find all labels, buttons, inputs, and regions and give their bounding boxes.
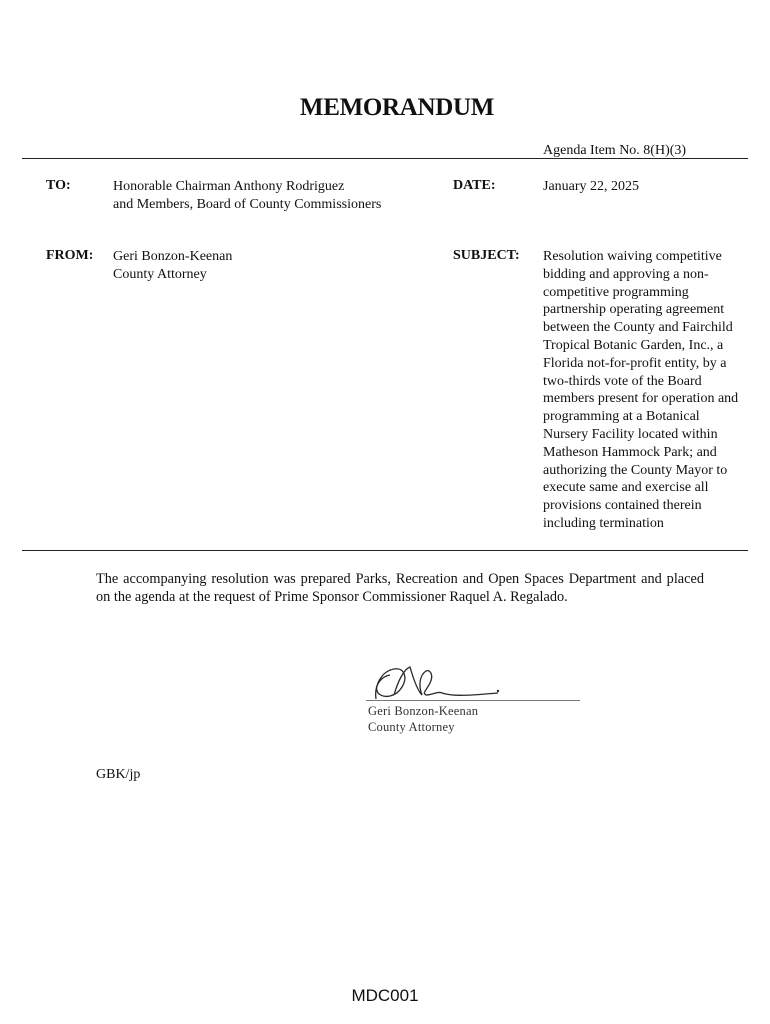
signatory-name: Geri Bonzon-Keenan bbox=[368, 704, 479, 718]
subject-line: programming at a Botanical bbox=[543, 409, 700, 425]
subject-line: provisions contained therein bbox=[543, 498, 702, 514]
from-label: FROM: bbox=[46, 248, 94, 263]
subject-line: Florida not-for-profit entity, by a bbox=[543, 355, 727, 371]
memo-title: MEMORANDUM bbox=[299, 94, 495, 121]
subject-line: Tropical Botanic Garden, Inc., a bbox=[543, 337, 724, 353]
date-value: January 22, 2025 bbox=[543, 179, 640, 194]
to-label: TO: bbox=[46, 178, 71, 193]
subject-line: Resolution waiving competitive bbox=[543, 249, 722, 264]
from-name: Geri Bonzon-Keenan bbox=[113, 249, 233, 264]
subject-line: two-thirds vote of the Board bbox=[543, 373, 702, 389]
agenda-item-number: Agenda Item No. 8(H)(3) bbox=[543, 143, 687, 158]
date-label: DATE: bbox=[453, 178, 496, 193]
subject-line: Nursery Facility located within bbox=[543, 426, 718, 442]
subject-label: SUBJECT: bbox=[453, 248, 520, 263]
subject-line: authorizing the County Mayor to bbox=[543, 462, 728, 478]
signatory-title: County Attorney bbox=[368, 720, 455, 734]
reference-initials: GBK/jp bbox=[96, 767, 141, 782]
body-divider bbox=[22, 550, 748, 551]
subject-line: Matheson Hammock Park; and bbox=[543, 444, 717, 460]
to-recipient-line-1: Honorable Chairman Anthony Rodriguez bbox=[113, 179, 345, 194]
to-recipient-line-2: and Members, Board of County Commissioners bbox=[113, 197, 382, 212]
from-title: County Attorney bbox=[113, 267, 207, 282]
header-divider bbox=[22, 158, 748, 159]
handwritten-signature bbox=[364, 655, 514, 705]
subject-line: execute same and exercise all bbox=[543, 480, 709, 496]
signature-line bbox=[366, 700, 580, 701]
subject-line: competitive programming bbox=[543, 284, 689, 300]
subject-line: between the County and Fairchild bbox=[543, 320, 733, 336]
document-footer-code: MDC001 bbox=[351, 986, 419, 1005]
subject-line: members present for operation and bbox=[543, 391, 739, 407]
body-paragraph: The accompanying resolution was prepared Parks, Recreation and Open Spaces Department and placed on the agenda at the request of Prime Sponsor Commissioner Raquel A. Regalado. bbox=[96, 571, 704, 605]
subject-text bbox=[543, 248, 758, 533]
subject-line: partnership operating agreement bbox=[543, 302, 725, 318]
subject-line: including termination bbox=[543, 515, 664, 531]
subject-line: bidding and approving a non- bbox=[543, 266, 709, 282]
signatory-block bbox=[368, 703, 478, 735]
